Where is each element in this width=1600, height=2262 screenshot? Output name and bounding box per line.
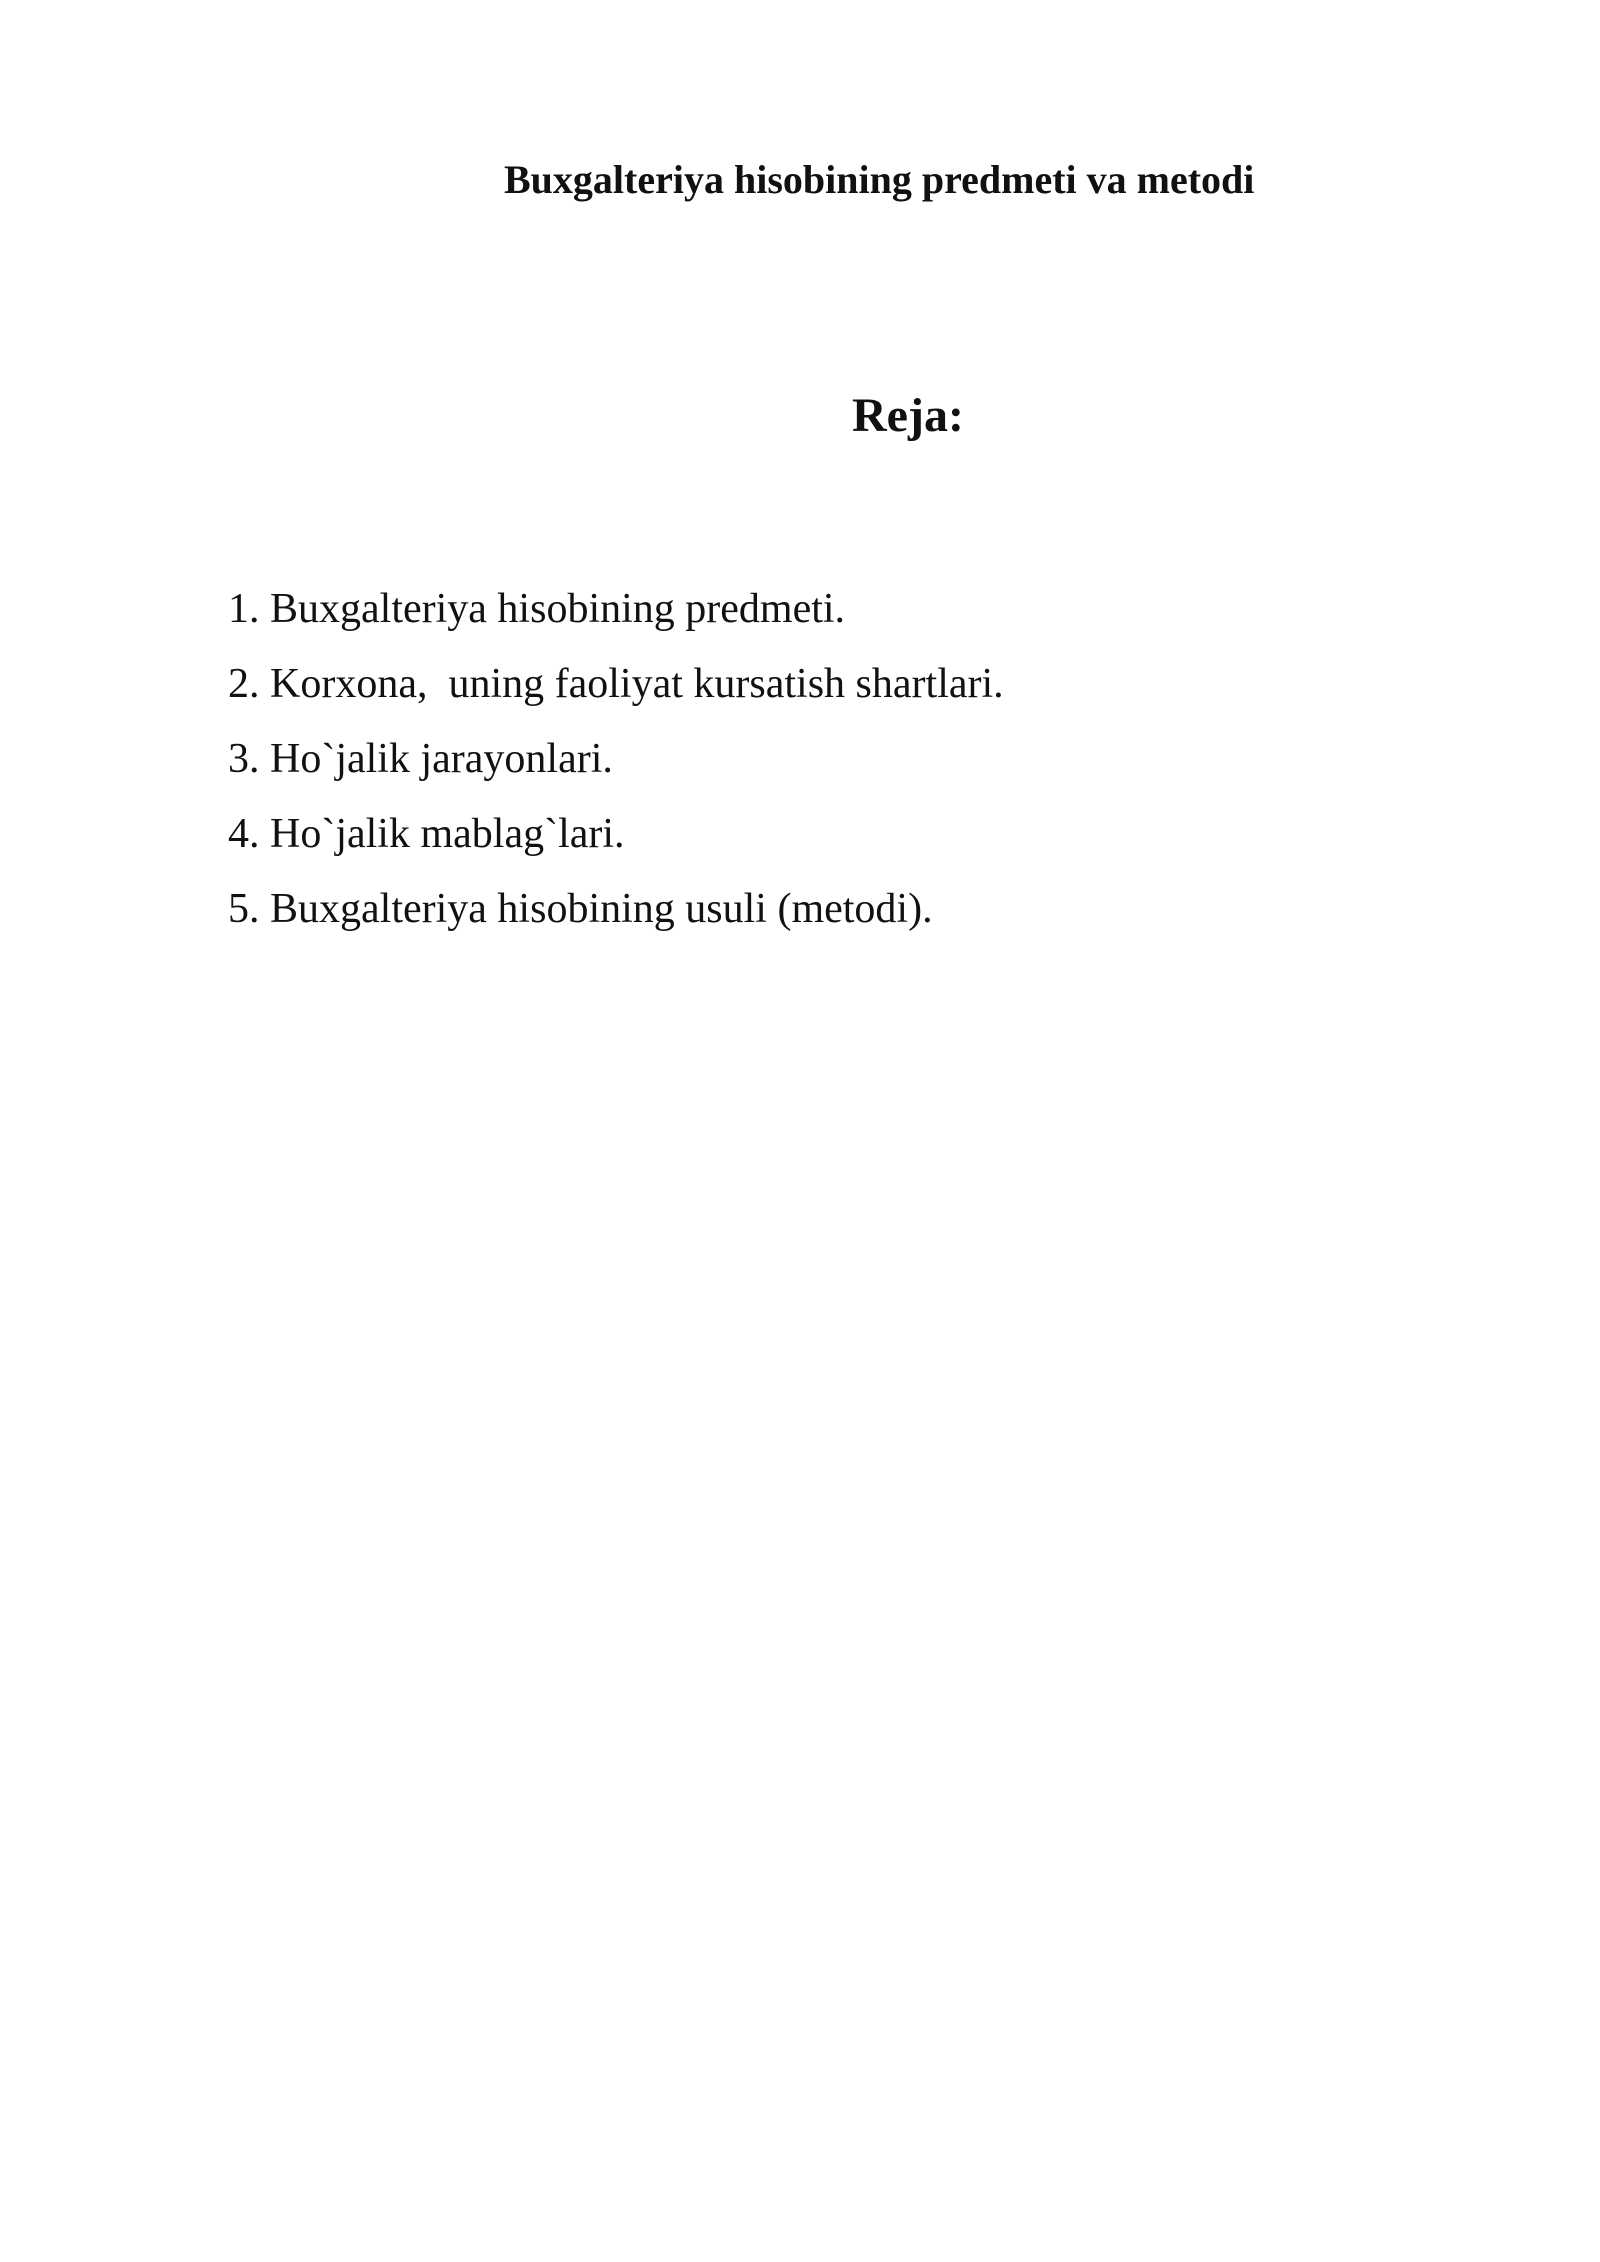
plan-item-text: Korxona, uning faoliyat kursatish shartlari. [270,661,1004,707]
plan-item [228,647,1004,722]
plan-item [228,797,1004,872]
plan-item [228,572,1004,647]
plan-item-number: 1. [228,586,260,632]
plan-item-number: 3. [228,736,260,782]
plan-item-number: 5. [228,886,260,932]
plan-item-text: Ho`jalik mablag`lari. [270,811,625,857]
plan-list [228,572,1004,947]
plan-item-text: Buxgalteriya hisobining usuli (metodi). [270,886,933,932]
plan-item-text: Buxgalteriya hisobining predmeti. [270,586,846,632]
plan-item-number: 4. [228,811,260,857]
plan-item [228,722,1004,797]
document-title: Buxgalteriya hisobining predmeti va metodi [504,157,1255,202]
plan-item-number: 2. [228,661,260,707]
plan-item-text: Ho`jalik jarayonlari. [270,736,613,782]
plan-heading: Reja: [852,389,964,442]
plan-item [228,872,1004,947]
